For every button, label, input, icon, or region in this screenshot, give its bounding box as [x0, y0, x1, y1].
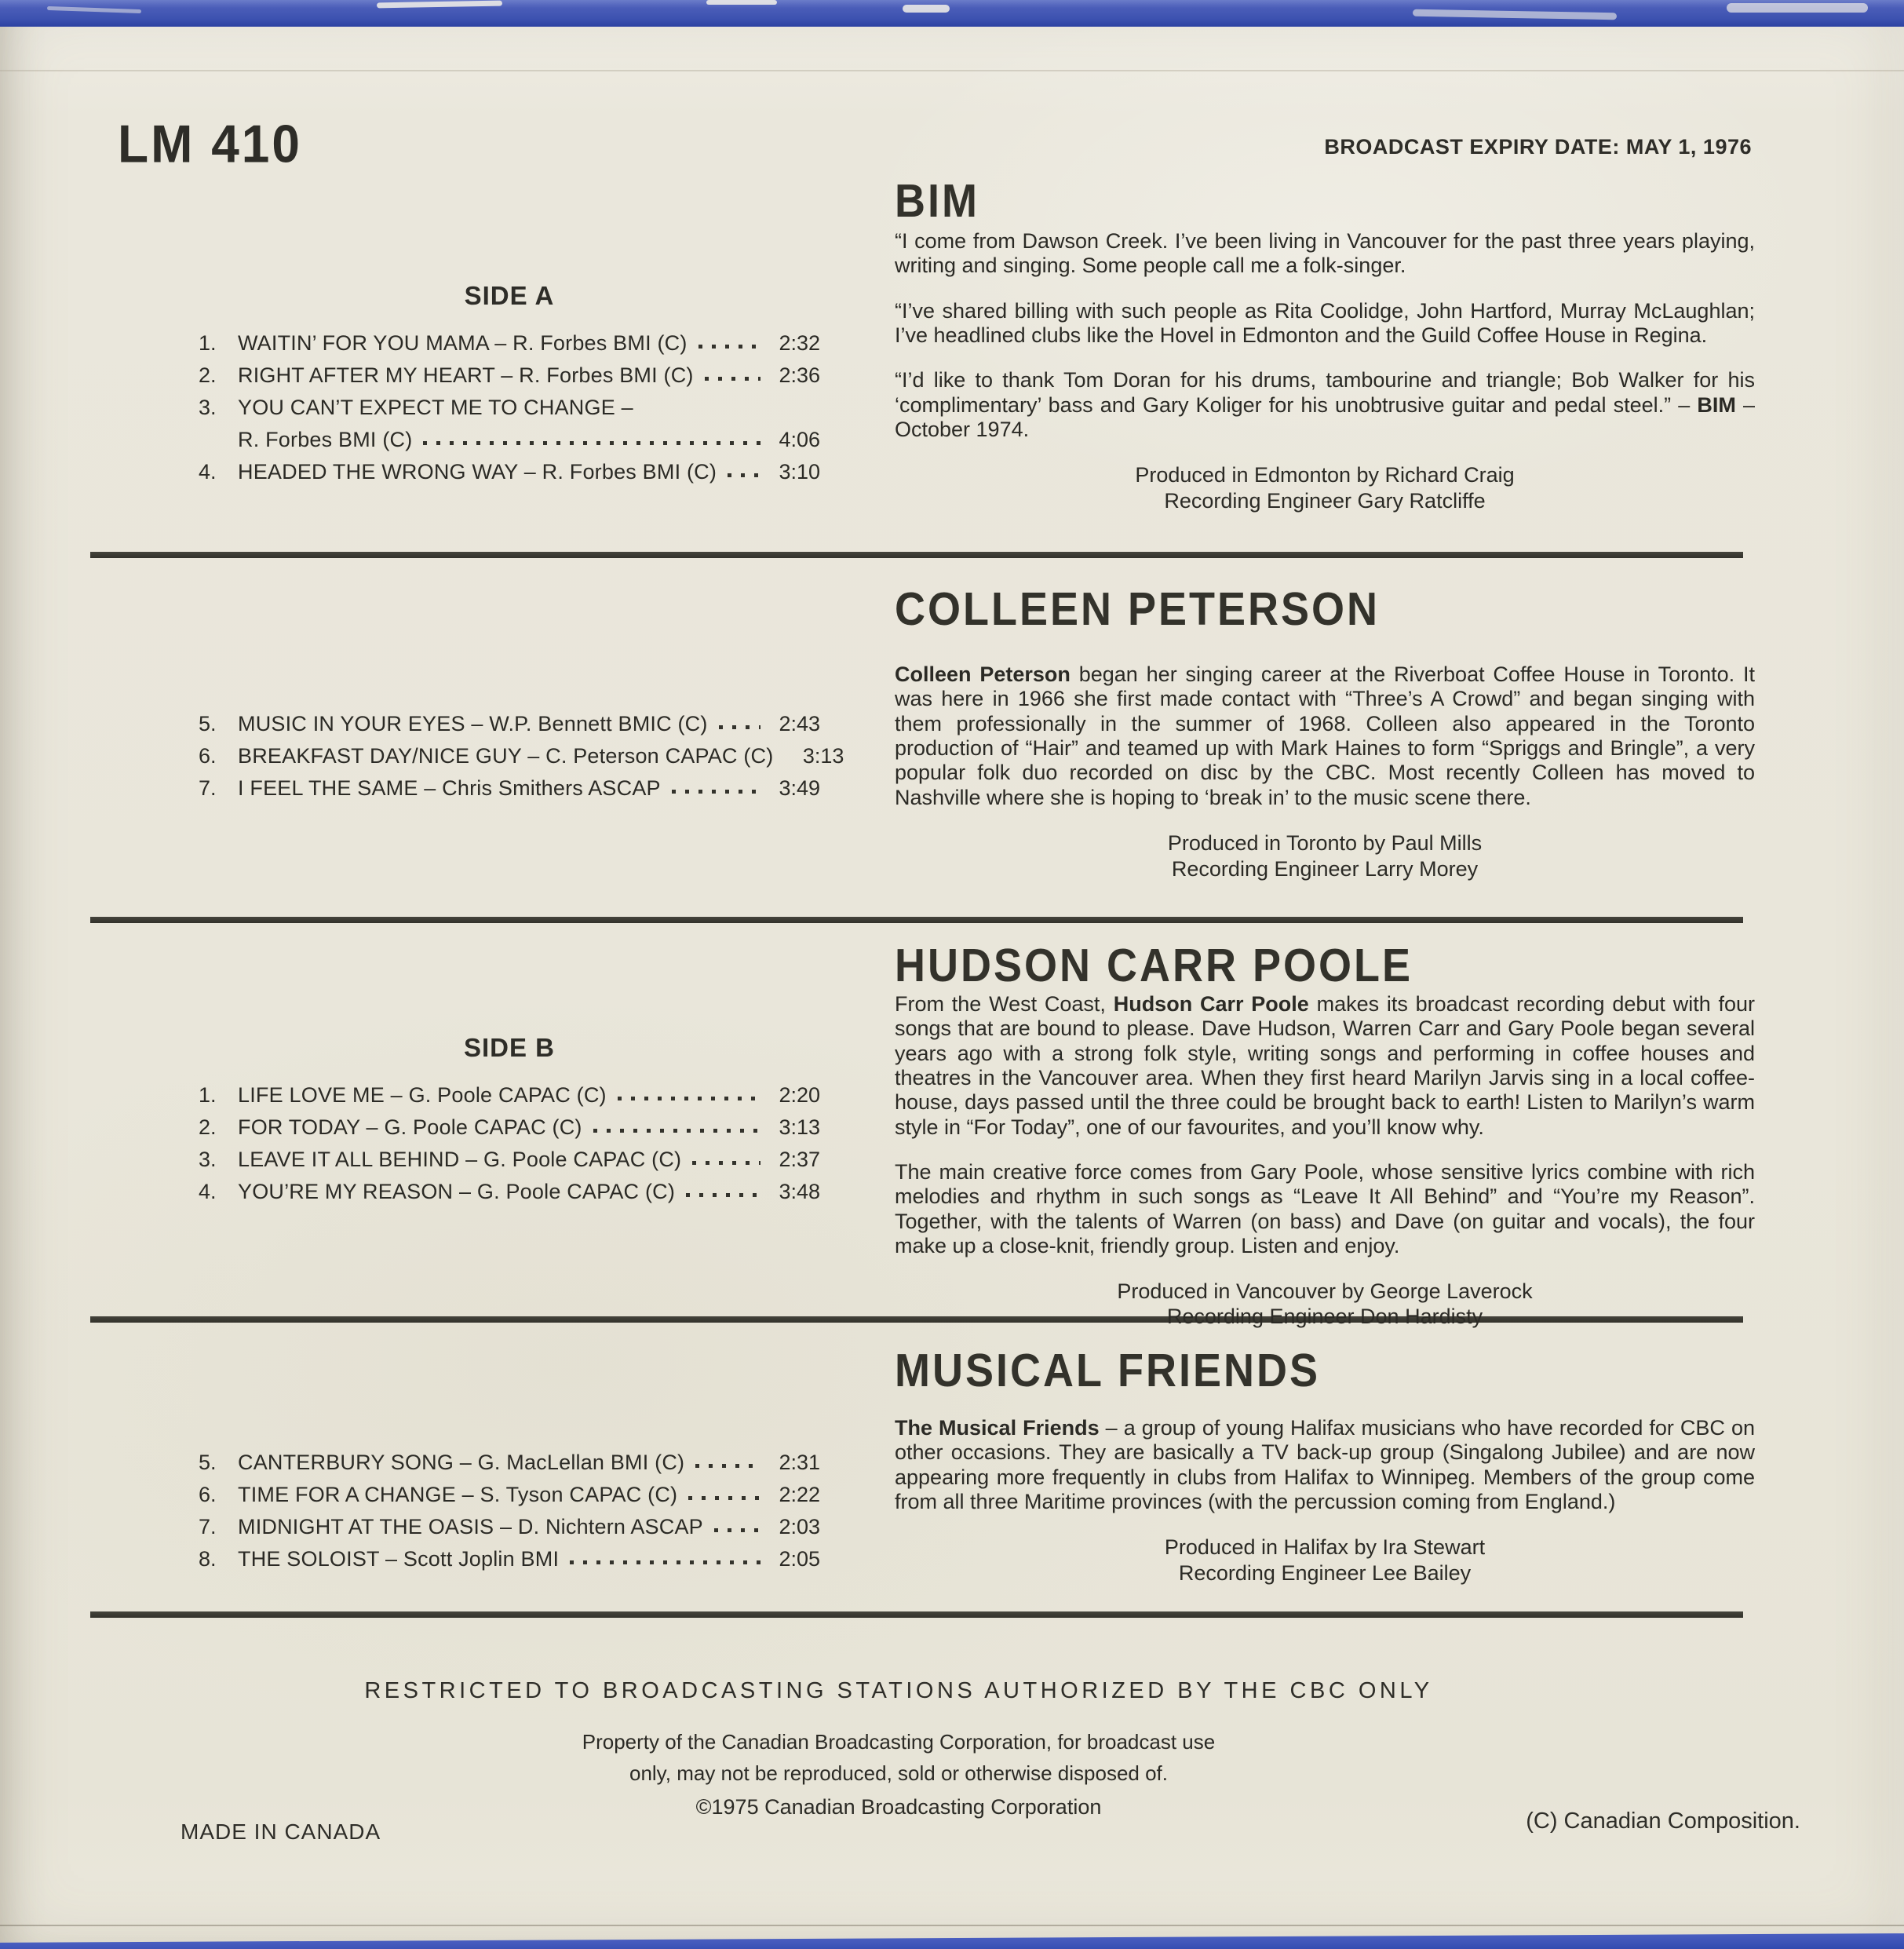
spine-wear-mark — [903, 5, 950, 13]
catalog-number: LM 410 — [118, 114, 302, 174]
canadian-composition-label: (C) Canadian Composition. — [1526, 1808, 1800, 1834]
track-title: FOR TODAY – G. Poole CAPAC (C) — [238, 1115, 582, 1139]
leader-dots — [728, 473, 761, 477]
track-number: 1. — [199, 331, 217, 355]
track-row — [199, 736, 844, 768]
spine-wear-mark — [1413, 9, 1617, 20]
section-bim — [895, 174, 1755, 514]
section-colleen-peterson — [895, 582, 1755, 882]
track-title: CANTERBURY SONG – G. MacLellan BMI (C) — [238, 1451, 685, 1474]
track-number: 4. — [199, 460, 217, 484]
track-number: 7. — [199, 1515, 217, 1538]
spine-top-blue-band — [0, 0, 1904, 27]
track-title: I FEEL THE SAME – Chris Smithers ASCAP — [238, 776, 661, 800]
production-credits-bim — [895, 462, 1755, 514]
producer-credit: Produced in Toronto by Paul Mills — [1167, 830, 1483, 855]
track-title: MIDNIGHT AT THE OASIS – D. Nichtern ASCAP — [238, 1515, 703, 1538]
leader-dots — [719, 725, 761, 729]
leader-dots — [618, 1097, 761, 1100]
leader-dots — [714, 1528, 761, 1532]
leader-dots — [705, 377, 761, 381]
track-number: 8. — [199, 1547, 217, 1571]
side-b-label: SIDE B — [463, 1033, 556, 1062]
track-row — [199, 1108, 820, 1140]
leader-dots — [593, 1129, 761, 1133]
broadcast-expiry-date: BROADCAST EXPIRY DATE: MAY 1, 1976 — [1324, 135, 1752, 159]
track-row — [199, 704, 820, 736]
track-title: R. Forbes BMI (C) — [238, 428, 413, 451]
section-title-hudson-carr-poole: HUDSON CARR POOLE — [895, 940, 1413, 992]
track-number: 5. — [199, 1451, 217, 1474]
track-row — [199, 1443, 820, 1475]
section-musical-friends — [895, 1344, 1755, 1586]
track-number: 2. — [199, 363, 217, 387]
spine-wear-mark — [1727, 3, 1868, 13]
colleen-paragraph: Colleen Peterson began her singing career at the Riverboat Coffee House in Toronto. It was here in 1966 she first made contact with “Three’s A Crowd” and began singing with them professionally in the summer of 1968. Colleen also appeared in the Toronto production of “Hair” and teamed up with Mark Haines to form “Spriggs and Bringle”, a very popular folk duo recorded on disc by the CBC. Most recently Colleen has moved to Nashville where she is hoping to ‘break in’ to the music scene there. — [895, 662, 1755, 809]
track-title: WAITIN’ FOR YOU MAMA – R. Forbes BMI (C) — [238, 331, 688, 355]
engineer-credit: Recording Engineer Larry Morey — [1171, 856, 1479, 881]
section-title-musical-friends: MUSICAL FRIENDS — [895, 1345, 1321, 1397]
leader-dots — [698, 345, 761, 349]
track-row — [199, 388, 820, 420]
section-title-bim: BIM — [895, 175, 979, 228]
leader-dots — [695, 1464, 761, 1468]
engineer-credit: Recording Engineer Lee Bailey — [1178, 1561, 1472, 1586]
hudson-paragraph-1: From the West Coast, Hudson Carr Poole makes its broadcast recording debut with four songs that are bound to please. Dave Hudson, Warren Carr and Gary Poole began several years ago with a strong folk style, writing songs and performing in coffee houses and theatres in the Vancouver area. When they first heard Marilyn Jarvis sing in a local coffee-house, days passed until the three could be brought back to earth! Listen to Marilyn’s warm style in “For Today”, one of our favourites, and you’ll know why. — [895, 992, 1756, 1139]
leader-dots — [672, 790, 761, 794]
track-row — [199, 323, 820, 356]
paper-crease — [0, 1925, 1904, 1926]
track-title: YOU’RE MY REASON – G. Poole CAPAC (C) — [238, 1180, 676, 1203]
engineer-credit: Recording Engineer Don Hardisty — [1166, 1305, 1483, 1329]
track-title: LIFE LOVE ME – G. Poole CAPAC (C) — [238, 1083, 607, 1107]
track-title: THE SOLOIST – Scott Joplin BMI — [238, 1547, 560, 1571]
track-number: 1. — [199, 1083, 217, 1107]
bim-paragraph-1: “I come from Dawson Creek. I’ve been living in Vancouver for the past three years playing, writing and singing. Some people call me a folk-singer. — [895, 229, 1755, 278]
track-number: 4. — [199, 1180, 217, 1203]
property-notice: Property of the Canadian Broadcasting Corporation, for broadcast use only, may not be reproduced, sold or otherwise disposed of. — [582, 1730, 1216, 1785]
track-time: 2:05 — [779, 1547, 820, 1571]
leader-dots — [688, 1496, 761, 1500]
side-a-tracklist — [199, 281, 820, 484]
hudson-paragraph-2: The main creative force comes from Gary Poole, whose sensitive lyrics combine with rich melodies and rhythm in such songs as “Leave It All Behind” and “You’re my Reason”. Together, with the talents of Warren (on bass) and Dave (on guitar and vocals), the four make up a close-knit, friendly group. Listen and enjoy. — [895, 1159, 1755, 1257]
track-number: 6. — [199, 1483, 217, 1506]
musical-friends-paragraph: The Musical Friends – a group of young Halifax musicians who have recorded for CBC on other occasions. They are basically a TV back-up group (Singalong Jubilee) and are now appearing more frequently in clubs from Halifax to Winnipeg. Members of the group come from all three Maritime provinces (with the percussion coming from England.) — [895, 1416, 1755, 1513]
artist-name-bold: Colleen Peterson — [895, 662, 1071, 686]
track-row — [199, 1539, 820, 1571]
production-credits-colleen — [895, 830, 1755, 882]
production-credits-musical-friends — [895, 1535, 1755, 1586]
track-row — [199, 1475, 820, 1507]
track-row — [199, 452, 820, 484]
track-number: 5. — [199, 712, 217, 735]
track-title: YOU CAN’T EXPECT ME TO CHANGE – — [238, 396, 633, 419]
leader-dots — [423, 441, 761, 445]
producer-credit: Produced in Vancouver by George Laverock — [1117, 1279, 1533, 1304]
bim-paragraph-3: “I’d like to thank Tom Doran for his drums, tambourine and triangle; Bob Walker for his ‘complimentary’ bass and Gary Koliger for his unobtrusive guitar and pedal steel.” – BIM – October 1974. — [895, 368, 1755, 441]
track-time: 2:37 — [779, 1148, 820, 1171]
section-hudson-carr-poole — [895, 939, 1755, 1329]
track-number: 7. — [199, 776, 217, 800]
track-number: 3. — [199, 1148, 217, 1171]
track-time: 3:49 — [779, 776, 820, 800]
track-time: 2:43 — [779, 712, 820, 735]
footer-legal-block — [90, 1678, 1707, 1819]
production-credits-hudson — [895, 1279, 1755, 1329]
track-title: RIGHT AFTER MY HEART – R. Forbes BMI (C) — [238, 363, 694, 387]
side-b-tracklist-continued — [199, 1443, 820, 1571]
track-row — [199, 356, 820, 388]
track-row — [199, 1075, 820, 1108]
track-title: LEAVE IT ALL BEHIND – G. Poole CAPAC (C) — [238, 1148, 682, 1171]
track-title: MUSIC IN YOUR EYES – W.P. Bennett BMIC (C) — [238, 712, 708, 735]
artist-name-bold: The Musical Friends — [895, 1416, 1100, 1440]
section-divider — [90, 1611, 1743, 1618]
paper-crease — [0, 70, 1904, 71]
section-divider — [90, 917, 1743, 923]
track-title: TIME FOR A CHANGE – S. Tyson CAPAC (C) — [238, 1483, 678, 1506]
track-number: 6. — [199, 744, 217, 768]
leader-dots — [686, 1193, 761, 1197]
track-time: 3:13 — [802, 744, 844, 768]
producer-credit: Produced in Edmonton by Richard Craig — [1135, 463, 1515, 487]
producer-credit: Produced in Halifax by Ira Stewart — [1164, 1535, 1486, 1560]
track-row — [199, 768, 820, 801]
spine-wear-mark — [377, 1, 502, 9]
track-row-continuation — [199, 420, 820, 452]
bim-paragraph-2: “I’ve shared billing with such people as Rita Coolidge, John Hartford, Murray McLaughlan; I’ve headlined clubs like the Hovel in Edmonton and the Guild Coffee House in Regina. — [895, 298, 1755, 347]
leader-dots — [570, 1560, 761, 1564]
spine-wear-mark — [47, 6, 141, 13]
section-title-colleen-peterson: COLLEEN PETERSON — [895, 583, 1381, 636]
track-number: 2. — [199, 1115, 217, 1139]
track-time: 2:31 — [779, 1451, 820, 1474]
track-time: 2:20 — [779, 1083, 820, 1107]
spine-wear-mark — [706, 0, 777, 5]
spine-bottom-blue-band — [0, 1933, 1904, 1949]
track-time: 2:22 — [779, 1483, 820, 1506]
track-row — [199, 1140, 820, 1172]
track-title: BREAKFAST DAY/NICE GUY – C. Peterson CAPAC (C) — [238, 744, 774, 768]
track-time: 4:06 — [779, 428, 820, 451]
side-b-tracklist — [199, 1033, 820, 1204]
bim-signature: BIM — [1697, 392, 1736, 417]
track-row — [199, 1507, 820, 1539]
track-time: 3:48 — [779, 1180, 820, 1203]
track-title: HEADED THE WRONG WAY – R. Forbes BMI (C) — [238, 460, 717, 484]
track-time: 2:03 — [779, 1515, 820, 1538]
track-row — [199, 1172, 820, 1204]
track-time: 3:13 — [779, 1115, 820, 1139]
section-divider — [90, 552, 1743, 558]
restricted-notice: RESTRICTED TO BROADCASTING STATIONS AUTHORIZED BY THE CBC ONLY — [364, 1678, 1433, 1703]
artist-name-bold: Hudson Carr Poole — [1113, 992, 1309, 1016]
leader-dots — [692, 1161, 761, 1165]
track-time: 2:36 — [779, 363, 820, 387]
side-a-label: SIDE A — [464, 281, 555, 310]
track-number: 3. — [199, 396, 217, 419]
track-time: 3:10 — [779, 460, 820, 484]
copyright-line: ©1975 Canadian Broadcasting Corporation — [695, 1795, 1102, 1819]
made-in-canada-label: MADE IN CANADA — [181, 1819, 381, 1844]
track-time: 2:32 — [779, 331, 820, 355]
side-a-tracklist-continued — [199, 704, 844, 801]
engineer-credit: Recording Engineer Gary Ratcliffe — [1164, 489, 1486, 513]
